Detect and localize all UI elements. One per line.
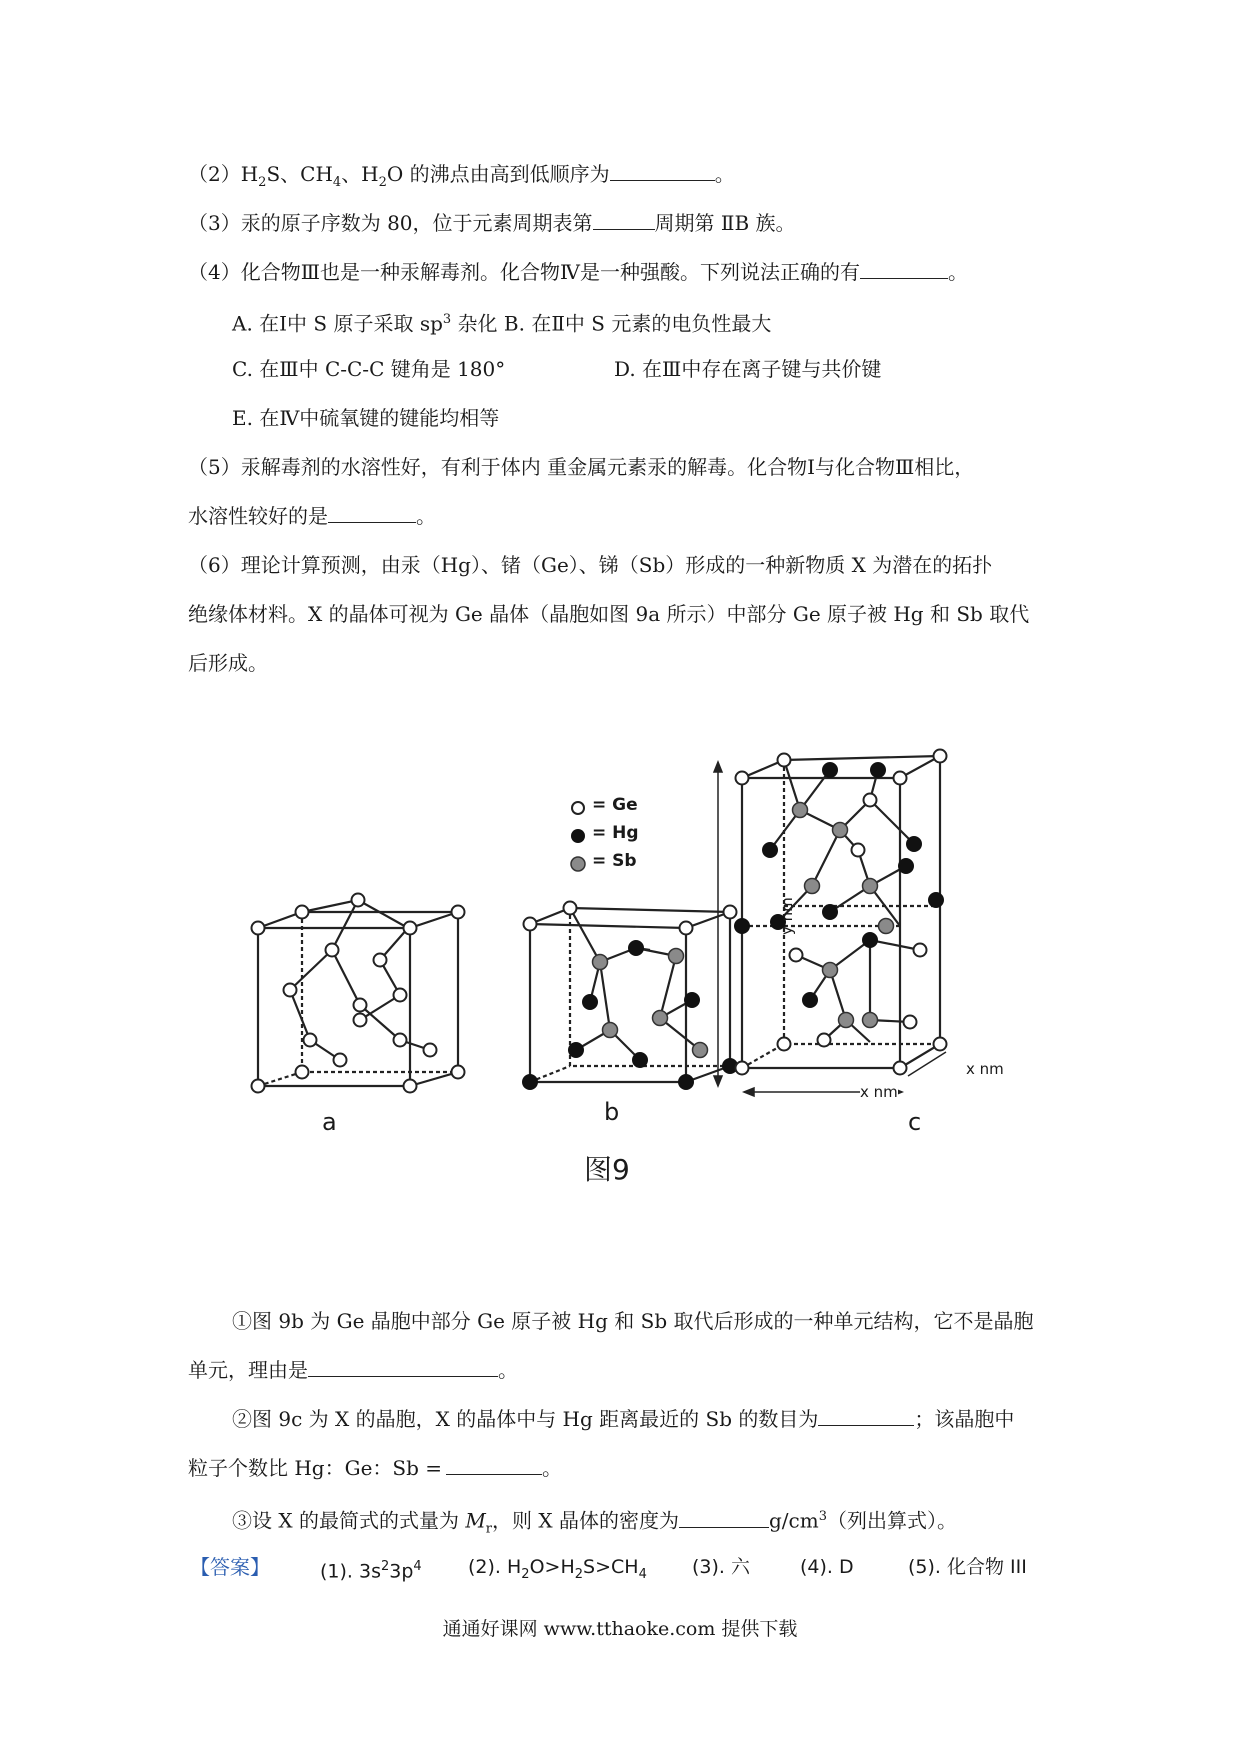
panel-label-b: b: [604, 1098, 620, 1126]
q3-text: （3）汞的原子序数为 80，位于元素周期表第: [188, 211, 593, 235]
sub3-text: ③设 X 的最简式的式量为: [232, 1508, 466, 1533]
subscript: 4: [332, 175, 342, 190]
sub2-text: 粒子个数比 Hg：Ge：Sb =: [188, 1456, 443, 1480]
unit: g/cm: [768, 1508, 819, 1533]
sub3-text: （列出算式）。: [826, 1508, 957, 1533]
q5-text: 水溶性较好的是: [188, 504, 328, 528]
legend-hg: = Hg: [592, 823, 639, 843]
answer-text: S>CH: [583, 1556, 639, 1578]
legend-label: Sb: [612, 851, 637, 871]
q6-text: 绝缘体材料。X 的晶体可视为 Ge 晶体（晶胞如图 9a 所示）中部分 Ge 原子被 Hg 和 Sb 取代: [188, 602, 1030, 626]
x-axis-label-bottom: x nm: [860, 1083, 898, 1101]
sub1-line1: [232, 1307, 1033, 1335]
answer-blank[interactable]: [860, 260, 948, 279]
subscript: 2: [521, 1566, 530, 1582]
q4-option-ab: [232, 306, 771, 338]
x-axis-label-side: x nm: [966, 1060, 1004, 1078]
legend-hg-symbol: [571, 829, 585, 843]
answer-2: [468, 1553, 647, 1589]
superscript: 4: [413, 1559, 422, 1574]
legend-sb-symbol: [571, 857, 585, 871]
answer-blank[interactable]: [610, 162, 715, 181]
q2-text: （2）H: [188, 162, 259, 186]
question-6-line1: [188, 551, 992, 579]
sub2-text: ②图 9c 为 X 的晶胞，X 的晶体中与 Hg 距离最近的 Sb 的数目为: [232, 1407, 819, 1431]
sub3-text: ，则 X 晶体的密度为: [492, 1508, 679, 1533]
superscript: 2: [380, 1559, 390, 1574]
mr-symbol: M: [465, 1508, 486, 1533]
punct: 。: [498, 1358, 518, 1382]
q2-text: O 的沸点由高到低顺序为: [386, 162, 610, 186]
q4-option-c: [232, 355, 505, 383]
punct: 。: [542, 1456, 563, 1480]
punct: 。: [714, 162, 735, 186]
answer-4: (4). D: [800, 1556, 854, 1578]
subscript: 2: [574, 1566, 584, 1582]
crystal-structure-figure: [230, 700, 1090, 1160]
sub3-line: [232, 1503, 957, 1544]
option-d: D. 在Ⅲ中存在离子键与共价键: [614, 357, 882, 381]
figure-title: 图9: [584, 1153, 630, 1186]
subscript: r: [485, 1521, 493, 1537]
question-2: [188, 160, 735, 197]
answer-3: (3). 六: [692, 1556, 750, 1578]
question-3: [188, 209, 796, 237]
q6-text: （6）理论计算预测，由汞（Hg）、锗（Ge）、锑（Sb）形成的一种新物质 X 为潜在的拓扑: [188, 553, 993, 577]
option-b: 杂化 B. 在Ⅱ中 S 元素的电负性最大: [451, 311, 772, 336]
subscript: 2: [378, 175, 387, 190]
sub2-text: ；该晶胞中: [914, 1407, 1015, 1431]
subscript: 2: [258, 175, 267, 190]
option-c: C. 在Ⅲ中 C-C-C 键角是 180°: [232, 357, 506, 381]
answer-blank[interactable]: [446, 1456, 542, 1475]
answer-text: 3p: [389, 1560, 414, 1583]
legend-ge-symbol: [572, 802, 584, 814]
answer-text: (2). H: [468, 1556, 522, 1578]
legend-ge: = Ge: [592, 795, 638, 815]
sub1-line2: [188, 1356, 518, 1384]
q2-text: 、H: [341, 162, 379, 186]
answer-label: [190, 1553, 270, 1581]
answer-blank[interactable]: [308, 1358, 498, 1377]
q2-text: S、CH: [266, 162, 333, 186]
answer-text: (1). 3s: [320, 1560, 381, 1583]
answer-text: O>H: [529, 1556, 575, 1578]
question-5-line1: [188, 453, 974, 481]
page-footer: 通通好课网 www.tthaoke.com 提供下载: [442, 1618, 798, 1640]
question-4: [188, 258, 968, 286]
option-e: E. 在Ⅳ中硫氧键的键能均相等: [232, 406, 500, 430]
legend-sb: = Sb: [592, 851, 637, 871]
punct: 。: [948, 260, 968, 284]
q3-text: 周期第 ⅡB 族。: [654, 211, 796, 235]
question-5-line2: [188, 502, 436, 530]
sub1-text: ①图 9b 为 Ge 晶胞中部分 Ge 原子被 Hg 和 Sb 取代后形成的一种单元结构，它不是晶胞: [232, 1309, 1034, 1333]
q4-stem: （4）化合物Ⅲ也是一种汞解毒剂。化合物Ⅳ是一种强酸。下列说法正确的有: [188, 260, 860, 284]
answer-label-text: 【答案】: [190, 1555, 270, 1579]
q5-text: （5）汞解毒剂的水溶性好，有利于体内 重金属元素汞的解毒。化合物Ⅰ与化合物Ⅲ相比，: [188, 455, 975, 479]
sub1-text: 单元，理由是: [188, 1358, 308, 1382]
panel-label-a: a: [322, 1108, 337, 1136]
sub2-line2: [188, 1454, 562, 1482]
superscript: 3: [442, 312, 452, 327]
question-6-line3: [188, 649, 268, 677]
y-axis-label: y nm: [778, 897, 796, 935]
answer-blank[interactable]: [818, 1407, 914, 1426]
q6-text: 后形成。: [188, 651, 268, 675]
legend-label: Ge: [612, 795, 638, 815]
option-a: A. 在Ⅰ中 S 原子采取 sp: [232, 311, 443, 336]
answer-blank[interactable]: [679, 1509, 769, 1528]
answer-1: [320, 1553, 422, 1585]
q4-option-d: [614, 355, 881, 383]
sub2-line1: [232, 1405, 1014, 1433]
answer-blank[interactable]: [593, 211, 655, 230]
answer-5: (5). 化合物 III: [908, 1556, 1027, 1578]
answer-blank[interactable]: [328, 504, 416, 523]
superscript: 3: [818, 1509, 827, 1524]
punct: 。: [416, 504, 436, 528]
panel-label-c: c: [908, 1108, 922, 1136]
legend-label: Hg: [612, 823, 639, 843]
question-6-line2: [188, 600, 1029, 628]
subscript: 4: [638, 1566, 647, 1582]
q4-option-e: [232, 404, 499, 432]
